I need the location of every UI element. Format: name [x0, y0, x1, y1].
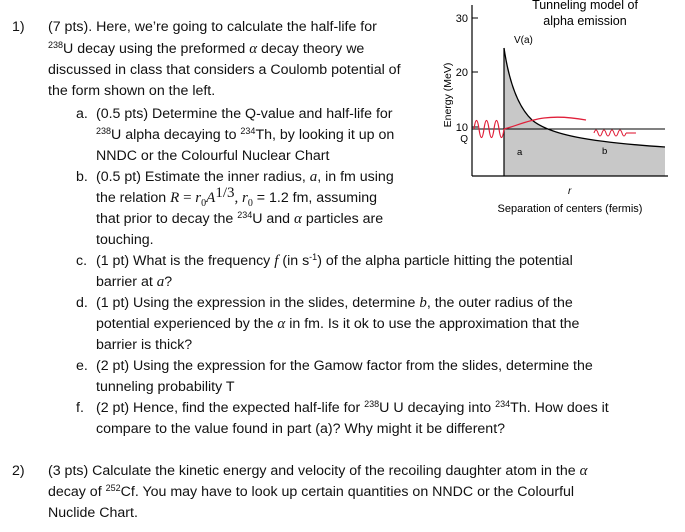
y-tick-label-30: 30 — [455, 13, 468, 25]
part-e-marker: e. — [76, 358, 88, 374]
q2-line-1: (3 pts) Calculate the kinetic energy and velocity of the recoiling daughter atom in the α — [48, 463, 588, 479]
b-label: b — [602, 146, 608, 157]
part-a-marker: a. — [76, 106, 88, 122]
part-c-line-1: (1 pt) What is the frequency f (in $s^{-1}$) of the alpha particle hitting the potential — [96, 252, 573, 269]
q1-intro-line-3: discussed in class that considers a Coulomb potential of — [48, 62, 401, 78]
q2-line-2: decay of $^{252}$Cf. You may have to look up certain quantities on NNDC or the Colourful — [48, 483, 575, 500]
tunneling-diagram — [420, 0, 685, 225]
diagram-title-line-1: Tunneling model of — [532, 0, 638, 12]
x-axis-label: Separation of centers (fermis) — [497, 203, 643, 215]
part-c-marker: c. — [76, 253, 88, 269]
part-a-line-2: $^{238}$U alpha decaying to $^{234}$Th, by looking it up on — [96, 126, 395, 143]
part-f-line-2: compare to the value found in part (a)? Why might it be different? — [96, 421, 506, 437]
diagram-title-line-2: alpha emission — [543, 14, 627, 28]
r-label: r — [568, 186, 572, 197]
q1-number: 1) — [12, 19, 25, 35]
part-d-line-1: (1 pt) Using the expression in the slides, determine b, the outer radius of the — [96, 295, 573, 311]
q1-intro-line-4: the form shown on the left. — [48, 83, 216, 99]
part-e-line-2: tunneling probability T — [96, 379, 235, 395]
barrier-shaded-region — [504, 48, 665, 176]
part-a-line-1: (0.5 pts) Determine the Q-value and half-life for — [96, 106, 393, 122]
y-axis-label: Energy (MeV) — [442, 62, 454, 128]
part-b-line-4: touching. — [96, 232, 154, 248]
y-tick-label-10: 10 — [455, 122, 468, 134]
part-e-line-1: (2 pt) Using the expression for the Gamow factor from the slides, determine the — [96, 358, 593, 374]
part-f-line-1: (2 pt) Hence, find the expected half-life for $^{238}$U U decaying into $^{234}$Th. How does it — [96, 399, 609, 416]
q1-intro-line-2: $^{238}$U decay using the preformed α decay theory we — [48, 40, 365, 57]
a-label: a — [517, 147, 523, 158]
part-d-marker: d. — [76, 295, 88, 311]
q1-intro-line-1: (7 pts). Here, we’re going to calculate the half-life for — [48, 19, 377, 35]
part-d-line-2: potential experienced by the α in fm. Is it ok to use the approximation that the — [96, 316, 580, 332]
part-b-line-1: (0.5 pt) Estimate the inner radius, a, in fm using — [96, 169, 394, 185]
curve-label-va: V(a) — [514, 35, 533, 46]
y-tick-label-20: 20 — [455, 67, 468, 79]
wavefunction-outside — [594, 130, 626, 136]
part-b-line-2: the relation $R = r_0A^{1/3}$, $r_0 = 1.2$ fm, assuming — [96, 185, 378, 209]
part-b-marker: b. — [76, 169, 88, 185]
part-f-marker: f. — [76, 400, 84, 416]
q2-number: 2) — [12, 463, 25, 479]
part-a-line-3: NNDC or the Colourful Nuclear Chart — [96, 148, 330, 164]
q2-line-3: Nuclide Chart. — [48, 505, 138, 521]
part-b-line-3: that prior to decay the $^{234}$U and α particles are — [96, 210, 384, 227]
q-label: Q — [460, 134, 468, 145]
part-c-line-2: barrier at a? — [96, 274, 173, 290]
part-d-line-3: barrier is thick? — [96, 337, 193, 353]
wavefunction-inside — [474, 121, 504, 138]
